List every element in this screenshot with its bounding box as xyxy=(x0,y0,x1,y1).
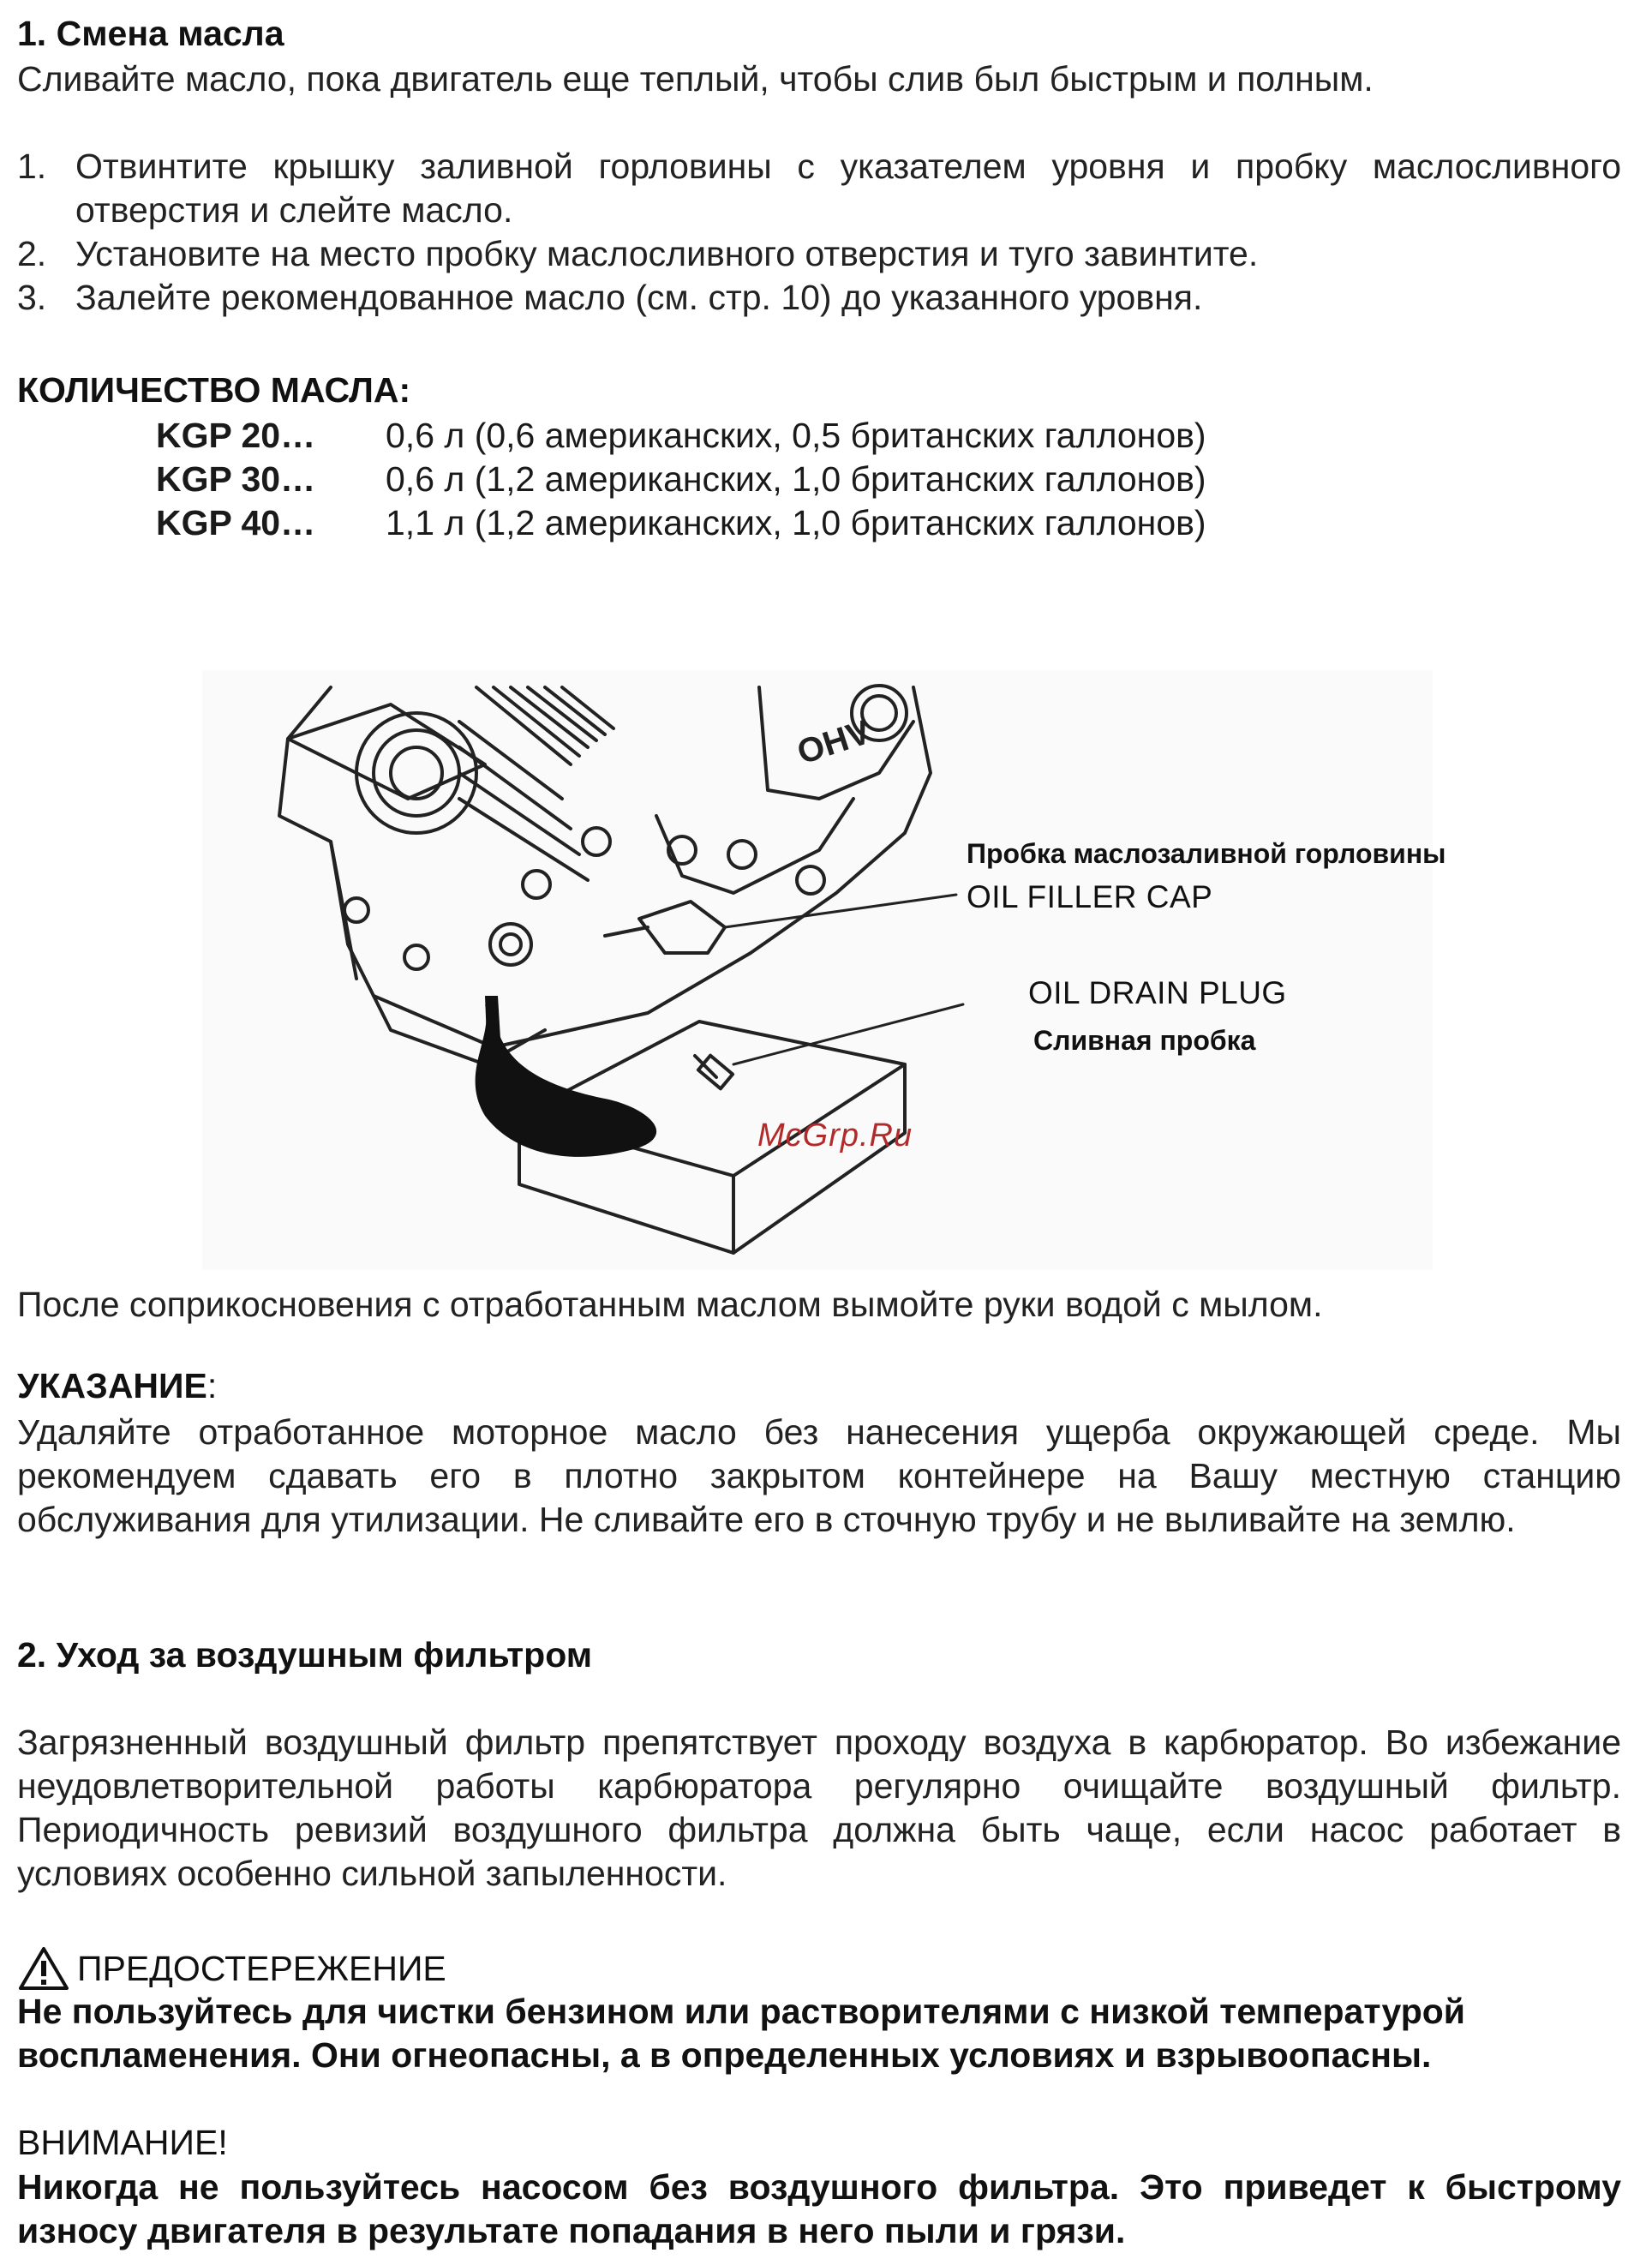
caution-heading xyxy=(17,1945,446,1992)
section2-text: Загрязненный воздушный фильтр препятствует проходу воздуха в карбюратор. Во избежание неудовлетворительной работы карбюратора регулярно очищайте воздушный фильтр. Периодичность ревизий воздушного фильтра должна быть чаще, если насос работает в условиях особенно сильной запыленности. xyxy=(17,1723,1621,1893)
model-name: KGP 20… xyxy=(156,416,316,455)
step-text: Отвинтите крышку заливной горловины с указателем уровня и пробку маслосливного отверстия и слейте масло. xyxy=(75,147,1621,230)
oil-filler-cap-label-ru: Пробка маслозаливной горловины xyxy=(967,838,1446,869)
note-colon: : xyxy=(206,1366,218,1405)
caution-text: Не пользуйтесь для чистки бензином или растворителями с низкой температурой воспламенения. Они огнеопасны, а в определенных условиях и взрывоопасны. xyxy=(17,1992,1466,2075)
table-row xyxy=(156,501,1206,544)
attention-text: Никогда не пользуйтесь насосом без воздушного фильтра. Это приведет к быстрому износу двигателя в результате попадания в него пыли и грязи. xyxy=(17,2167,1621,2250)
oil-drain-plug-label-en: OIL DRAIN PLUG xyxy=(1028,975,1287,1010)
model-name: KGP 40… xyxy=(156,503,316,542)
section1-title: 1. Смена масла xyxy=(17,14,284,53)
attention-title: ВНИМАНИЕ! xyxy=(17,2123,228,2162)
steps-list xyxy=(17,145,1621,320)
note-text: Удаляйте отработанное моторное масло без нанесения ущерба окружающей среде. Мы рекомендуем сдавать его в плотно закрытом контейнере на Вашу местную станцию обслуживания для утилизации. Не сливайте его в сточную трубу и не выливайте на землю. xyxy=(17,1412,1621,1539)
list-item xyxy=(17,276,1621,320)
list-item xyxy=(17,232,1621,276)
step-number: 2. xyxy=(17,234,47,273)
after-figure-text: После соприкосновения с отработанным маслом вымойте руки водой с мылом. xyxy=(17,1285,1323,1324)
step-text: Установите на место пробку маслосливного отверстия и туго завинтите. xyxy=(75,234,1259,273)
oil-volume: 0,6 л (0,6 американских, 0,5 британских галлонов) xyxy=(386,416,1206,455)
step-text: Залейте рекомендованное масло (см. стр. 10) до указанного уровня. xyxy=(75,278,1203,317)
table-row xyxy=(156,414,1206,457)
engine-drain-illustration xyxy=(202,670,1433,1270)
note-title-text: УКАЗАНИЕ xyxy=(17,1366,207,1405)
model-name: KGP 30… xyxy=(156,459,316,499)
table-row xyxy=(156,458,1206,500)
section1-intro: Сливайте масло, пока двигатель еще теплый, чтобы слив был быстрым и полным. xyxy=(17,59,1374,99)
step-number: 1. xyxy=(17,147,47,186)
note-title xyxy=(17,1364,217,1407)
oil-filler-cap-label-en: OIL FILLER CAP xyxy=(967,879,1213,914)
oil-drain-plug-label-ru: Сливная пробка xyxy=(1033,1025,1256,1056)
section2-title: 2. Уход за воздушным фильтром xyxy=(17,1635,593,1675)
oil-quantity-title: КОЛИЧЕСТВО МАСЛА: xyxy=(17,370,411,410)
engine-badge: OHV xyxy=(793,712,876,772)
watermark: McGrp.Ru xyxy=(757,1118,913,1153)
oil-volume: 1,1 л (1,2 американских, 1,0 британских галлонов) xyxy=(386,503,1206,542)
caution-title: ПРЕДОСТЕРЕЖЕНИЕ xyxy=(77,1949,446,1988)
warning-triangle-icon xyxy=(17,1945,70,1992)
oil-change-figure xyxy=(202,670,1446,1270)
step-number: 3. xyxy=(17,278,47,317)
list-item xyxy=(17,145,1621,232)
oil-volume: 0,6 л (1,2 американских, 1,0 британских галлонов) xyxy=(386,459,1206,499)
